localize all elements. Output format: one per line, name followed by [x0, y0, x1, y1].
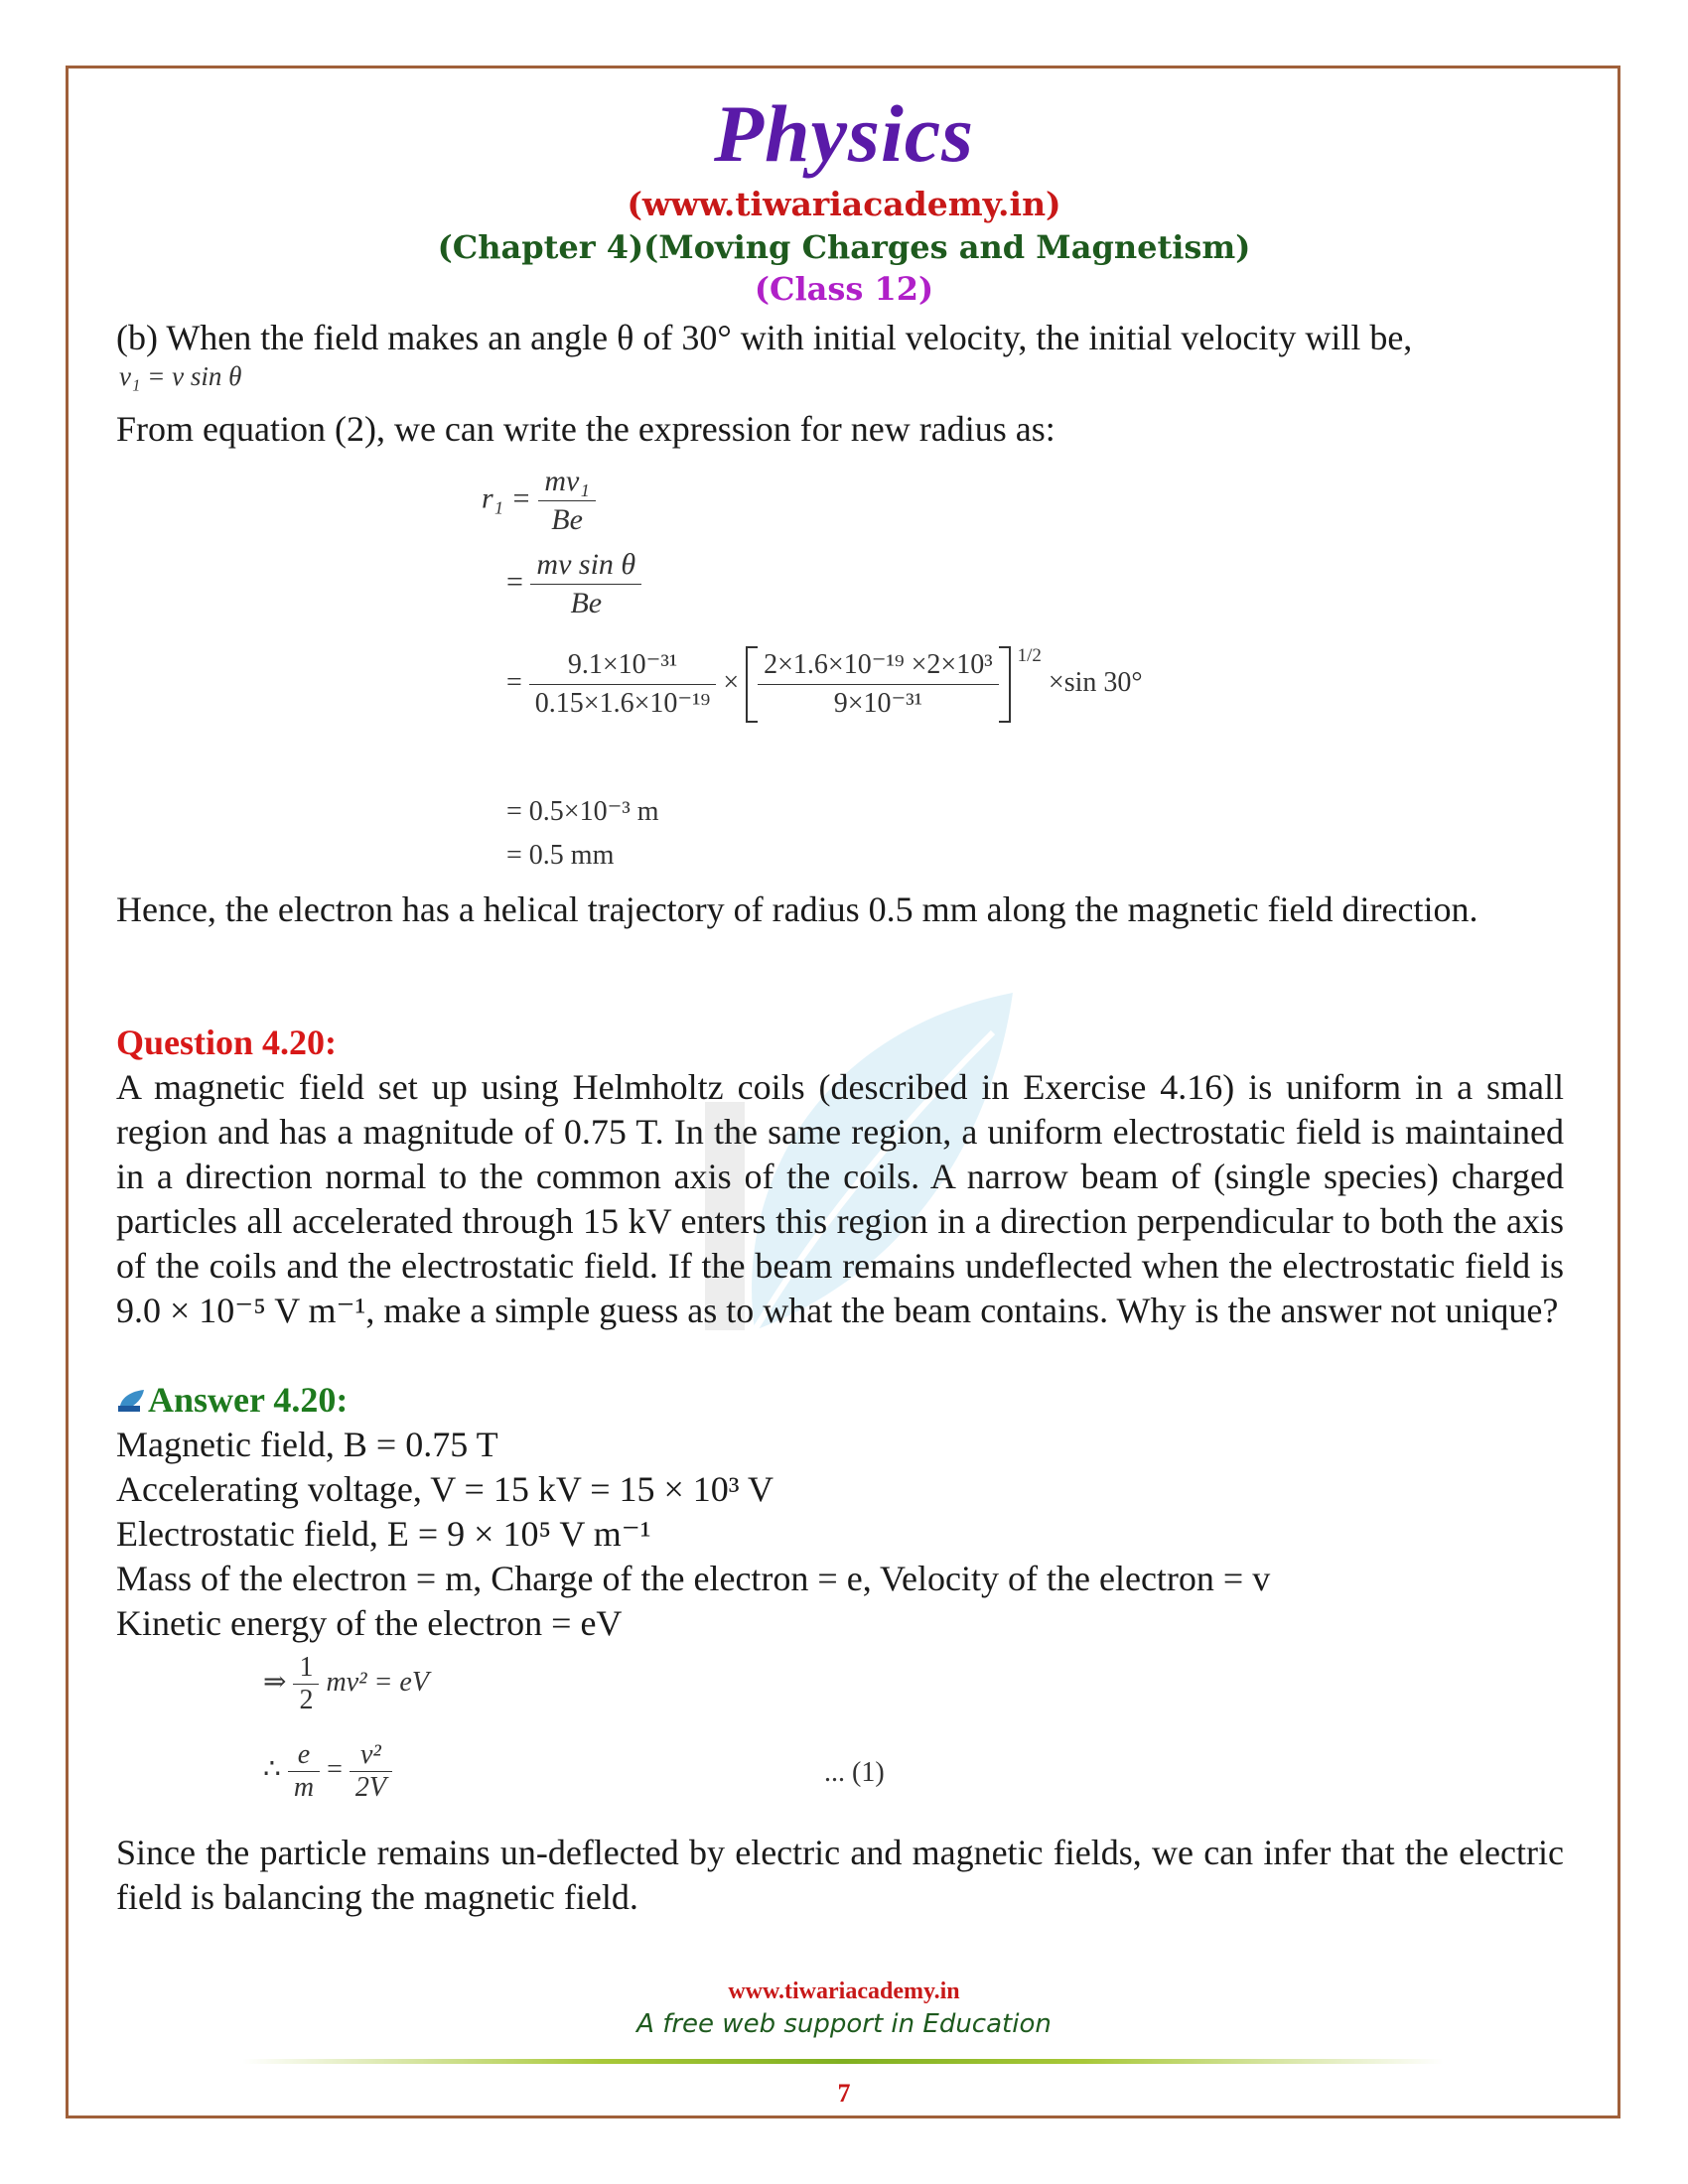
- mass-denominator: m: [293, 1772, 315, 1803]
- equation-kinetic-energy: [263, 1652, 429, 1716]
- answer-line-4: Mass of the electron = m, Charge of the electron = e, Velocity of the electron = v: [116, 1559, 1271, 1598]
- step2-denominator: Be: [570, 587, 603, 619]
- r1-denominator: Be: [551, 503, 583, 536]
- from-equation-text: From equation (2), we can write the expression for new radius as:: [116, 409, 1055, 449]
- equation-charge-mass: ∴ $\frac{e}{m}$ = $\frac{\text{v²}}{2V}$: [263, 1739, 392, 1804]
- half-numerator: 1: [293, 1652, 319, 1685]
- part-b-conclusion: Hence, the electron has a helical trajectory of radius 0.5 mm along the magnetic field direction.: [116, 889, 1478, 929]
- question-text: A magnetic field set up using Helmholtz coils (described in Exercise 4.16) is uniform in a small region and has a magnitude of 0.75 T. In the same region, a uniform electrostatic field is maintained in a direction normal to the common axis of the coils. A narrow beam of (single species) charged particles all accelerated through 15 kV enters this region in a direction perpendicular to both the axis of the coils and the electrostatic field. If the beam remains undeflected when the electrostatic field is 9.0 × 10⁻⁵ V m⁻¹, make a simple guess as to what the beam contains. Why is the answer not unique?: [116, 1067, 1564, 1330]
- chapter-label: (Chapter 4)(Moving Charges and Magnetism): [437, 228, 1251, 266]
- footer-divider: [242, 2059, 1444, 2064]
- half-denominator: 2: [299, 1685, 314, 1715]
- answer-closing: Since the particle remains un-deflected by electric and magnetic fields, we can infer that the electric field is balancing the magnetic field.: [116, 1833, 1564, 1917]
- answer-heading-row: [116, 1378, 1564, 1423]
- answer-line-2: Accelerating voltage, V = 15 kV = 15 × 10³ V: [116, 1469, 774, 1509]
- equation-v1: v₁ = v sin θ: [119, 361, 242, 391]
- page-title: Physics: [713, 88, 975, 179]
- r1-numerator: mv₁: [538, 463, 595, 501]
- implies-arrow: ⇒: [263, 1666, 287, 1698]
- kinetic-energy-rest: mv² = eV: [326, 1666, 429, 1698]
- therefore-symbol: ∴: [263, 1753, 281, 1785]
- step2-fraction: [530, 546, 641, 622]
- charge-numerator: e: [288, 1739, 320, 1772]
- answer-line-1: Magnetic field, B = 0.75 T: [116, 1425, 498, 1464]
- answer-line-5: Kinetic energy of the electron = eV: [116, 1603, 623, 1643]
- step3-fraction-a: [529, 646, 717, 723]
- step3-fraction-b: [758, 646, 999, 723]
- footer-site-link[interactable]: www.tiwariacademy.in: [728, 1979, 960, 2004]
- step3-power: 1/2: [1017, 645, 1042, 666]
- velocity-fraction: [350, 1739, 392, 1804]
- step2-numerator: mv sin θ: [530, 546, 641, 585]
- step3-a-numerator: 9.1×10⁻³¹: [529, 646, 717, 685]
- voltage-denominator: 2V: [354, 1772, 386, 1803]
- charge-mass-fraction: [288, 1739, 320, 1804]
- r1-lhs: r₁ =: [482, 481, 531, 515]
- footer-tagline: A free web support in Education: [636, 2009, 1052, 2039]
- step3-bracket: [746, 646, 1011, 723]
- equation-step2: = $\frac{\text{mv sin θ}}{Be}$: [506, 546, 641, 622]
- class-label: (Class 12): [754, 270, 934, 308]
- answer-line-3: Electrostatic field, E = 9 × 10⁵ V m⁻¹: [116, 1514, 651, 1554]
- header-site-link[interactable]: (www.tiwariacademy.in): [627, 185, 1061, 223]
- question-heading: Question 4.20:: [116, 1023, 338, 1062]
- equation-label-1: ... (1): [824, 1757, 885, 1788]
- step3-b-denominator: 9×10⁻³¹: [833, 688, 923, 720]
- equation-step3: = $\frac{\text{9.1×10⁻³¹}}{\text{0.15×1.6×10⁻¹⁹}}$ × $\frac{\text{2×1.6×10⁻¹⁹ ×2×10³}}{\text{9×10⁻³¹}}$ $^{1/2}$ ×sin 30°: [506, 645, 1143, 723]
- result-1: = 0.5×10⁻³ m: [506, 796, 659, 827]
- step3-b-numerator: 2×1.6×10⁻¹⁹ ×2×10³: [758, 646, 999, 685]
- answer-heading: Answer 4.20:: [148, 1380, 349, 1420]
- tiwari-logo-icon: [116, 1388, 146, 1414]
- equation-r1: [482, 463, 596, 539]
- result-2: = 0.5 mm: [506, 840, 615, 871]
- page-number: 7: [837, 2079, 851, 2108]
- part-b-intro: (b) When the field makes an angle θ of 30° with initial velocity, the initial velocity will be,: [116, 318, 1413, 357]
- r1-fraction: [538, 463, 595, 539]
- velocity-numerator: v²: [350, 1739, 392, 1772]
- step3-a-denominator: 0.15×1.6×10⁻¹⁹: [534, 688, 711, 720]
- half-fraction: [293, 1652, 319, 1716]
- step3-tail: ×sin 30°: [1048, 667, 1143, 698]
